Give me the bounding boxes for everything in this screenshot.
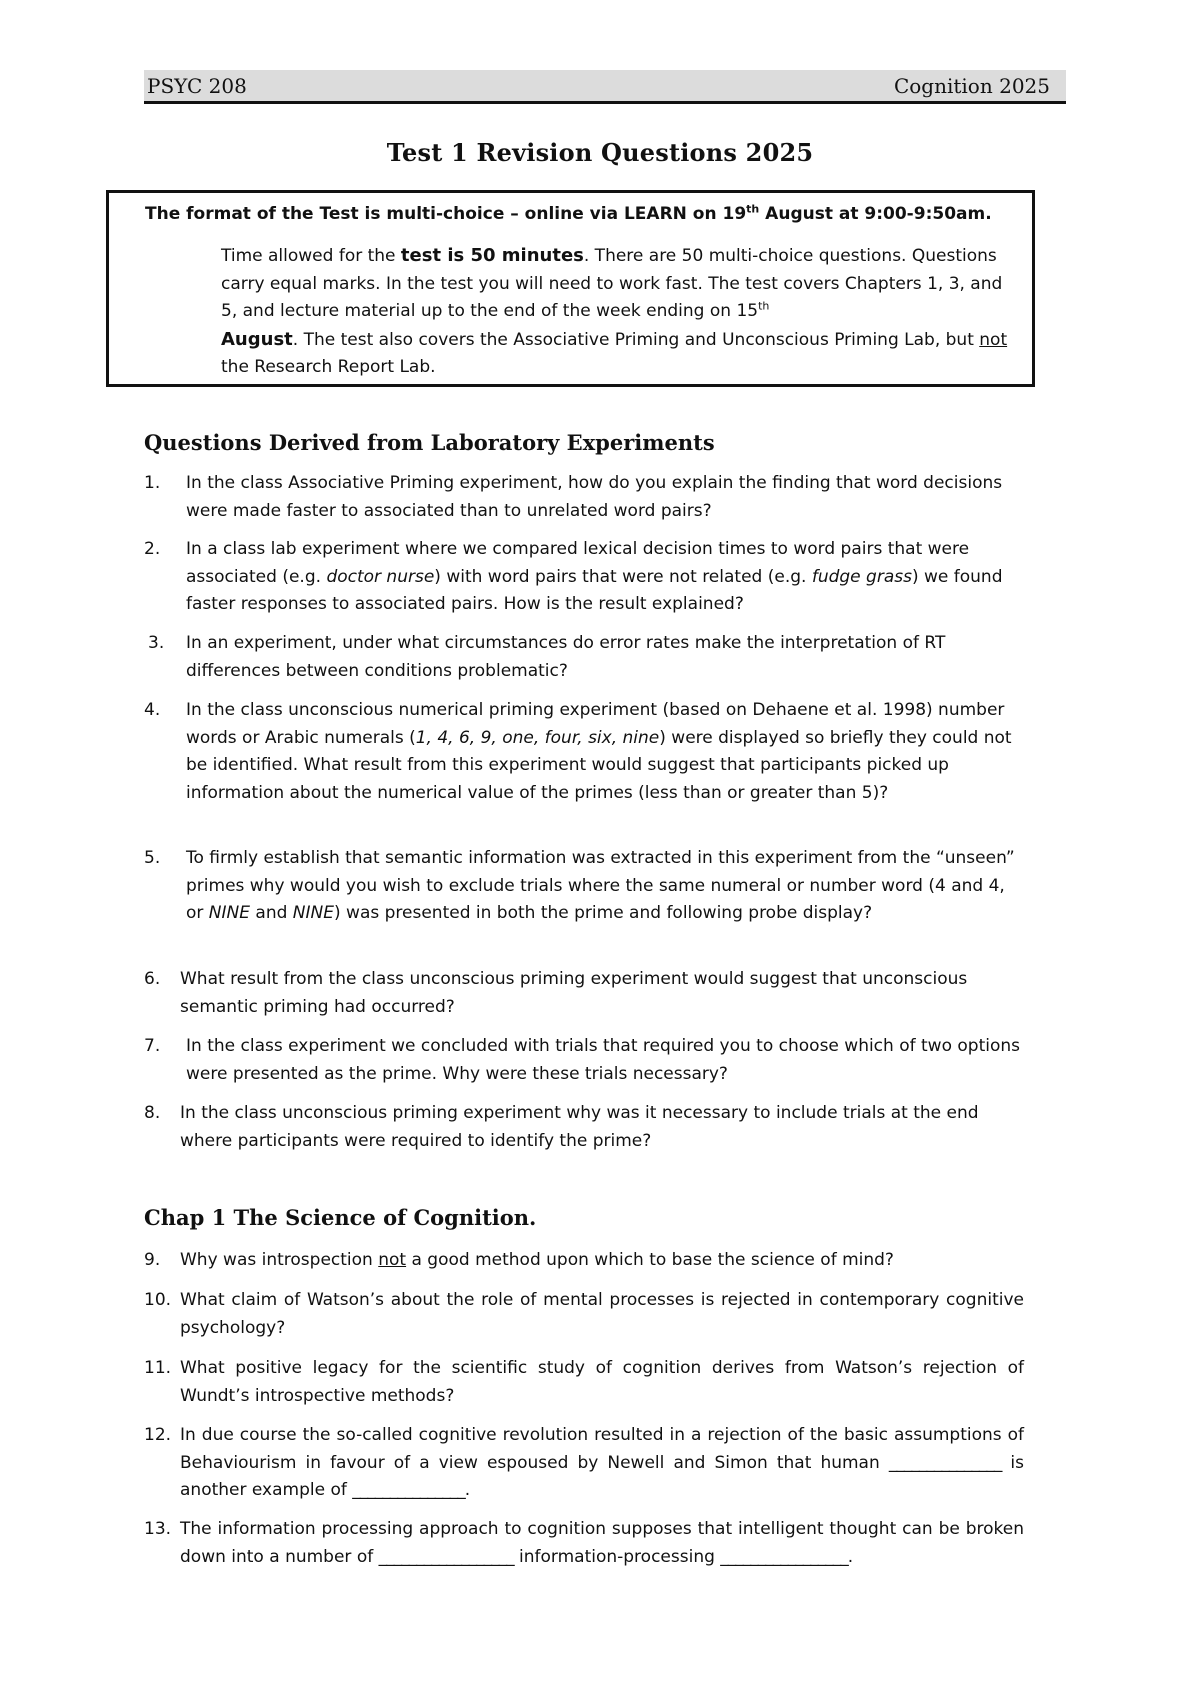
section-heading-lab: Questions Derived from Laboratory Experiments xyxy=(144,430,715,455)
page-title: Test 1 Revision Questions 2025 xyxy=(386,138,814,167)
answer-blank: _______________ xyxy=(888,1452,1002,1473)
test-details: Time allowed for the test is 50 minutes. There are 50 multi-choice questions. Questions carry equal marks. In the test you will need to work fast. The test covers Chapters 1, 3, and 5, and lecture material up to the end of the week ending on 15th August. The test also covers the Associative Priming and Unconscious Priming Lab, but not the Research Report Lab. xyxy=(221,245,1008,377)
section-heading-chap1: Chap 1 The Science of Cognition. xyxy=(144,1205,537,1230)
answer-blank: _________________ xyxy=(720,1546,848,1567)
test-info-box xyxy=(106,190,1035,387)
test-format-line: The format of the Test is multi-choice – online via LEARN on 19th August at 9:00-9:50am. xyxy=(145,202,992,224)
course-name: Cognition 2025 xyxy=(893,74,1050,98)
running-header xyxy=(144,70,1066,104)
answer-blank: _______________ xyxy=(352,1480,465,1500)
course-code: PSYC 208 xyxy=(147,74,247,98)
document-page: PSYC 208 Cognition 2025 Test 1 Revision Questions 2025 The format of the Test is multi-choice – online via LEARN on 19th August at 9:00-9:50am. Time allowed for the test is 50 minutes. There are 50 multi-choice questions. Questions carry equal marks. In the test you will need to work fast. The test covers Chapters 1, 3, and 5, and lecture material up to the end of the week ending on 15th August. The test also covers the Associative Priming and Unconscious Priming Lab, but not the Research Report Lab. Questions Derived from Laboratory Experiments 1. In the class Associative Priming experiment, how do you explain the finding that word decisions were made faster to associated than to unrelated word pairs? 2. In a class lab experiment where we compared lexical decision times to word pairs that were associated (e.g. doctor nurse) with word pairs that were not related (e.g. fudge grass) we found faster responses to associated pairs. How is the result explained? 3. In an experiment, under what circumstances do error rates make the interpretation of RT differences between conditions problematic? 4. In the class unconscious numerical priming experiment (based on Dehaene et al. 1998) number words or Arabic numerals (1, 4, 6, 9, one, four, six, nine) were displayed so briefly they could not be identified. What result from this experiment would suggest that participants picked up information about the numerical value of the primes (less than or greater than 5)? 5. To firmly establish that semantic information was extracted in this experiment from the “unseen” primes why would you wish to exclude trials where the same numeral or number word (4 and 4, or NINE and NINE) was presented in both the prime and following probe display? 6. What result from the class unconscious priming experiment would suggest that unconscious semantic priming had occurred? 7. In the class experiment we concluded with trials that required you to choose which of two options were presented as the prime. Why were these trials necessary? 8. In the class unconscious priming experiment why was it necessary to include trials at the end where participants were required to identify the prime? Chap 1 The Science of Cognition. 9. Why was introspection not a good method upon which to base the science of mind? 10. What claim of Watson’s about the role of mental processes is rejected in contemporary cognitive psychology? 11. What positive legacy for the scientific study of cognition derives from Watson’s rejection of Wundt’s introspective methods? 12. In due course the so-called cognitive revolution resulted in a rejection of the basic assumptions of Behaviourism in favour of a view espoused by Newell and Simon that human _______________ is another example of _______________. 13. The information processing approach to cognition supposes that intelligent thought can be broken down into a number of __________________ information-processing _________________. xyxy=(0,0,1200,1696)
answer-blank: __________________ xyxy=(378,1546,514,1567)
